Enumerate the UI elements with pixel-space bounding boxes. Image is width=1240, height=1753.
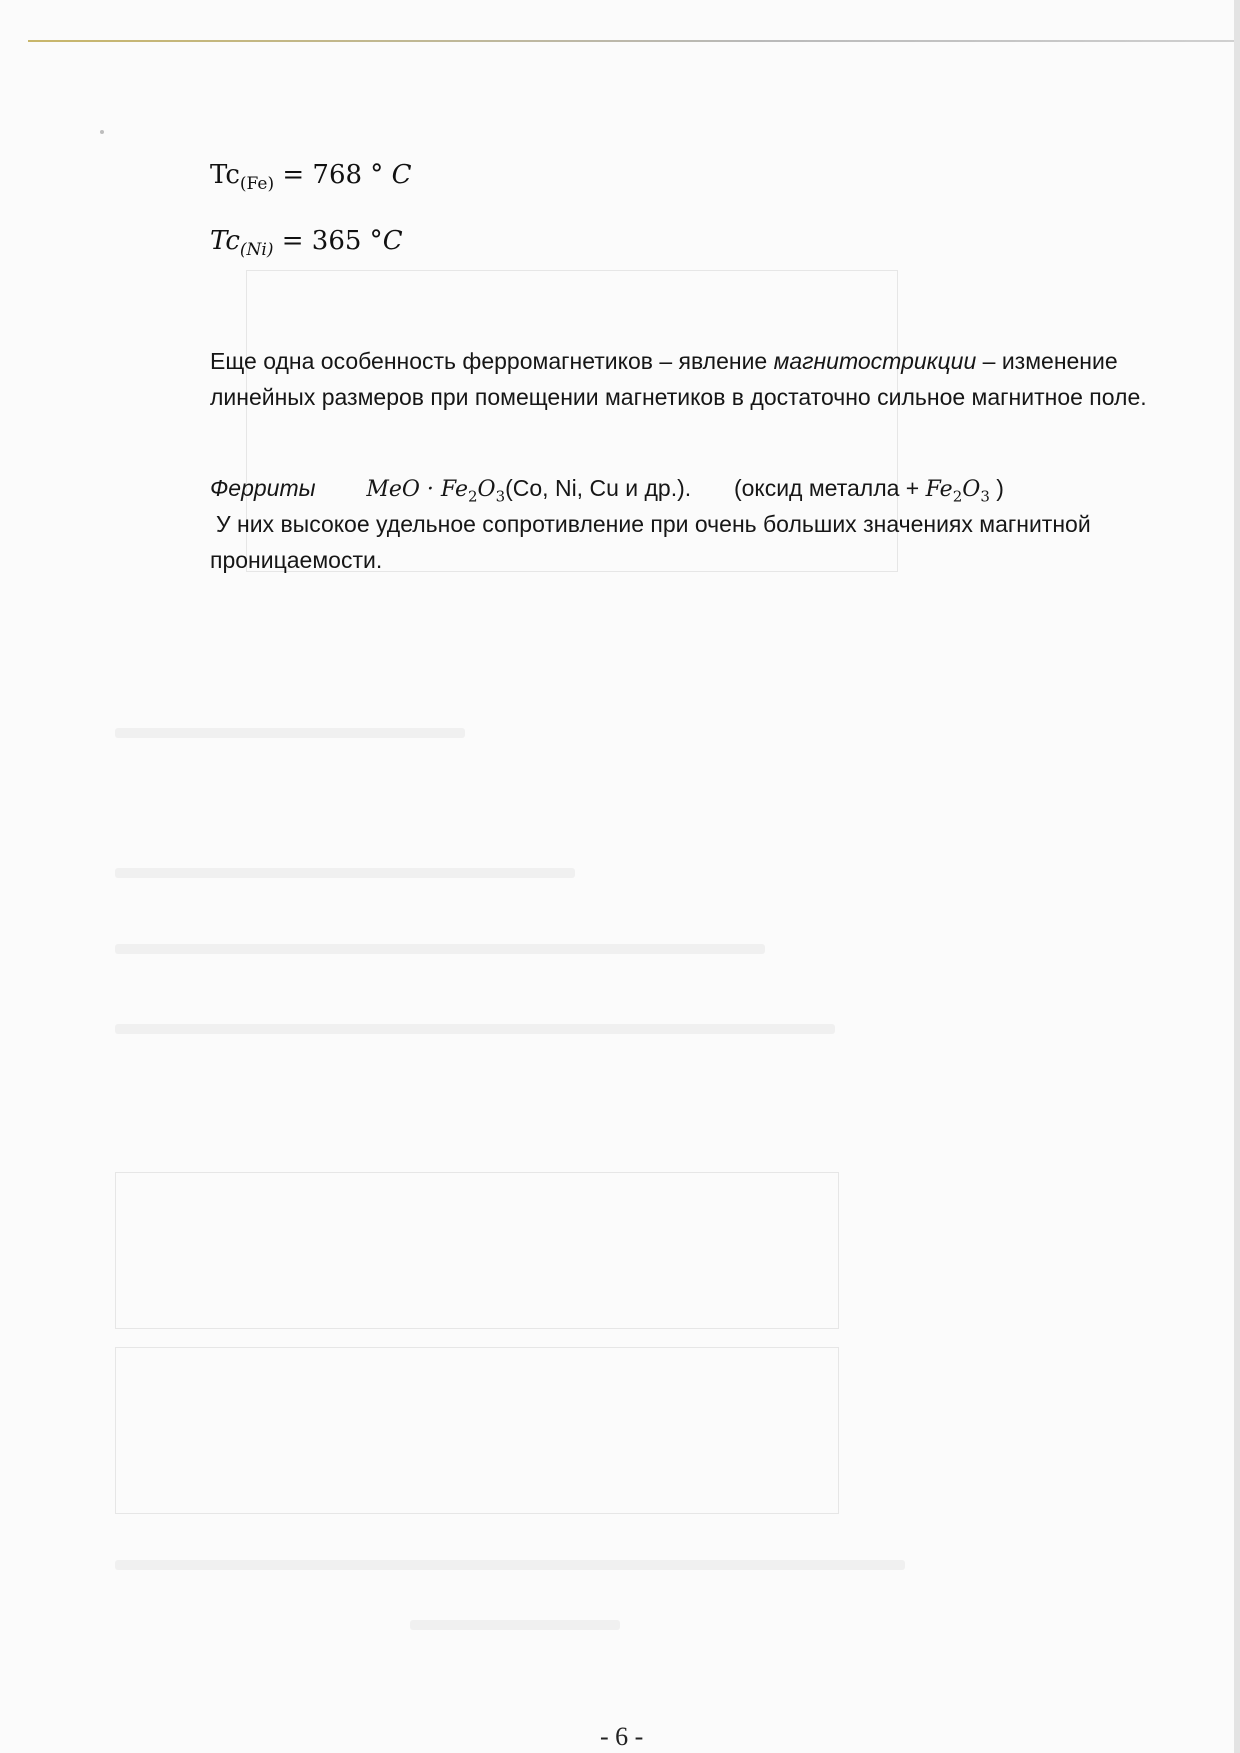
show-through-line [115,944,765,954]
formula-ni-sub: (Ni) [239,240,274,261]
show-through-table-bottom [115,1347,839,1514]
ferrite-note-open: (оксид металла + [733,475,926,501]
ferrite-elements: (Co, Ni, Cu и др.). [505,475,692,501]
formula-ni-rhs: = 365 ° [281,226,383,256]
formula-fe-unit: C [391,160,412,190]
paragraph-magnetostriction [210,343,1200,415]
formula-curie-fe [210,160,411,194]
speck [100,130,104,134]
show-through-line [115,1024,835,1034]
top-edge-line [28,40,1240,42]
ferrite-note-close: ) [989,475,1004,501]
paragraph1-before: Еще одна особенность ферромагнетиков – явление [210,348,774,374]
formula-ni-base: Tc [210,226,240,256]
page-edge [1234,0,1240,1753]
paragraph-ferrite-properties: У них высокое удельное сопротивление при очень больших значениях магнитной проницаемости. [210,511,1091,573]
formula-curie-ni [210,226,403,260]
show-through-line [115,1560,905,1570]
formula-ni-unit: C [382,226,403,256]
show-through-table-middle [115,1172,839,1329]
ferrite-formula: MeO · $Fe_2O_3$ [366,477,506,506]
show-through-line [410,1620,620,1630]
paragraph1-after: – изменение линейных размеров при помещении магнетиков в достаточно сильное магнитное поле. [210,348,1147,410]
page-number: - 6 - [600,1722,644,1751]
formula-fe-sub: (Fe) [239,174,275,195]
ferrites-label: Ферриты [210,475,316,501]
term-magnetostriction: магнитострикции [773,348,977,374]
formula-fe-rhs: = 768 ° [282,160,384,190]
show-through-line [115,868,575,878]
show-through-line [115,728,465,738]
ferrite-note-formula: $Fe_2O_3$ [925,477,990,506]
formula-fe-base: Tc [210,160,240,190]
